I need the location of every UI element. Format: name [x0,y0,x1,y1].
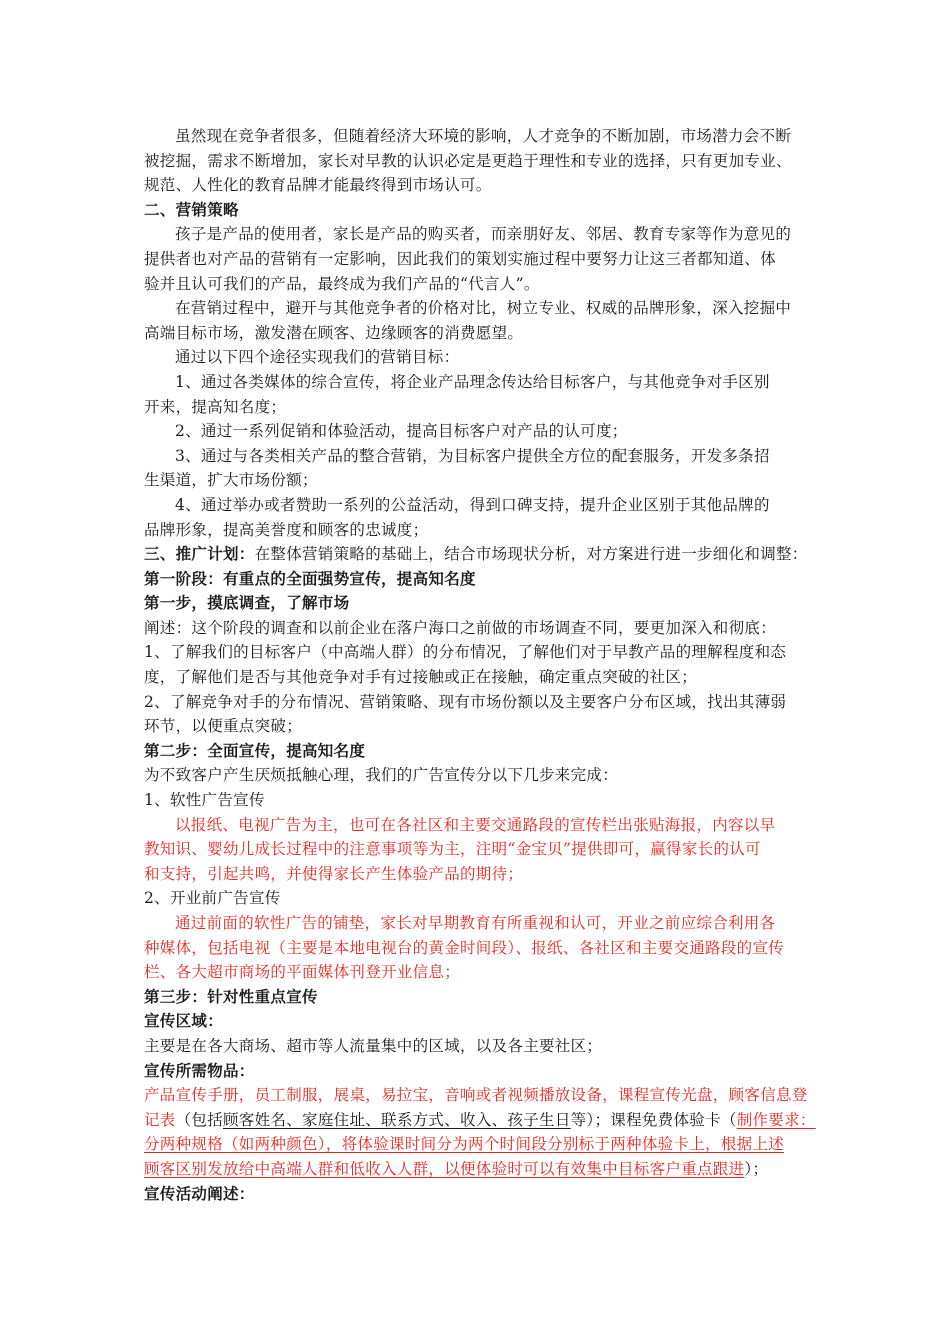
section-heading-marketing: 二、营销策略 [144,200,239,219]
list-item: 1、了解我们的目标客户（中高端人群）的分布情况，了解他们对于早教产品的理解程度和态 [144,643,787,662]
list-item: 2、了解竞争对手的分布情况、营销策略、现有市场份额以及主要客户分布区域，找出其薄弱 [144,692,787,711]
paragraph-line: 阐述：这个阶段的调查和以前企业在落户海口之前做的市场调查不同，要更加深入和彻底： [144,618,777,637]
highlight-line: 种媒体，包括电视（主要是本地电视台的黄金时间段）、报纸、各社区和主要交通路段的宣传 [144,938,785,957]
paragraph-line: 规范、人性化的教育品牌才能最终得到市场认可。 [144,176,492,195]
highlight-line: 以报纸、电视广告为主，也可在各社区和主要交通路段的宣传栏出张贴海报，内容以早 [175,815,776,834]
highlight-line: 通过前面的软性广告的铺垫，家长对早期教育有所重视和认可，开业之前应综合利用各 [175,914,776,932]
list-item-continued: 开来，提高知名度； [144,397,287,416]
field-label: 宣传所需物品： [144,1061,255,1080]
section-heading-promotion [144,542,808,567]
supplies-text: 等）；课程免费体验卡（ [570,1110,737,1129]
highlight-line: 和支持，引起共鸣，并使得家长产生体验产品的期待； [144,864,524,883]
supplies-text: （包括 [175,1110,224,1129]
list-item-continued: 度，了解他们是否与其他竞争对手有过接触或正在接触，确定重点突破的社区； [144,668,698,687]
supplies-red-underlined-text: 顾客区别发放给中高端人群和低收入人群，以便体验时可以有效集中目标客户重点跟进 [144,1159,745,1178]
paragraph-line: 通过以下四个途径实现我们的营销目标： [175,348,460,367]
supplies-text: ）； [744,1159,769,1178]
step-heading: 第一步，摸底调查，了解市场 [144,594,350,613]
field-label: 宣传活动阐述： [144,1184,255,1203]
supplies-line [144,1108,816,1133]
paragraph-line: 在营销过程中，避开与其他竞争者的价格对比，树立专业、权威的品牌形象，深入挖掘中 [175,299,792,318]
paragraph-line: 孩子是产品的使用者，家长是产品的购买者，而亲朋好友、邻居、教育专家等作为意见的 [175,225,792,244]
supplies-line [144,1157,808,1182]
paragraph-line: 为不致客户产生厌烦抵触心理，我们的广告宣传分以下几步来完成： [144,766,619,785]
paragraph-line: 被挖掘，需求不断增加，家长对早教的认识必定是更趋于理性和专业的选择，只有更加专业、 [144,151,792,170]
field-label: 宣传区域： [144,1012,224,1031]
list-item-continued: 品牌形象，提高美誉度和顾客的忠诚度； [144,520,429,539]
list-item: 3、通过与各类相关产品的整合营销，为目标客户提供全方位的配套服务，开发多条招 [175,446,770,465]
supplies-line: 分两种规格（如两种颜色），将体验课时间分为两个时间段分别标于两种体验卡上，根据上述 [144,1135,785,1154]
paragraph-line: 高端目标市场，激发潜在顾客、边缘顾客的消费愿望。 [144,323,524,342]
highlight-line: 栏、各大超市商场的平面媒体刊登开业信息； [144,963,461,982]
promotion-heading-label: 三、推广计划： [144,545,255,564]
list-item-continued: 环节，以便重点突破； [144,717,303,736]
subheading: 1、软性广告宣传 [144,791,265,810]
list-item: 4、通过举办或者赞助一系列的公益活动，得到口碑支持，提升企业区别于其他品牌的 [175,495,770,514]
paragraph-line: 验并且认可我们的产品，最终成为我们产品的“代言人”。 [144,274,540,293]
list-item: 2、通过一系列促销和体验活动，提高目标客户对产品的认可度； [175,422,628,441]
subheading: 2、开业前广告宣传 [144,889,281,908]
promotion-heading-text: 在整体营销策略的基础上，结合市场现状分析，对方案进行进一步细化和调整： [254,545,808,564]
supplies-line: 产品宣传手册，员工制服，展桌，易拉宝，音响或者视频播放设备，课程宣传光盘，顾客信息登 [144,1086,808,1105]
highlight-line: 教知识、婴幼儿成长过程中的注意事项等为主，注明“金宝贝”提供即可，赢得家长的认可 [144,840,761,859]
supplies-red-underlined-text: 制作要求： [736,1110,816,1129]
paragraph-line: 主要是在各大商场、超市等人流量集中的区域，以及各主要社区； [144,1036,603,1055]
stage-heading: 第一阶段：有重点的全面强势宣传，提高知名度 [144,569,476,588]
list-item-continued: 生渠道，扩大市场份额； [144,471,318,490]
list-item: 1、通过各类媒体的综合宣传，将企业产品理念传达给目标客户，与其他竞争对手区别 [175,372,770,391]
paragraph-line: 虽然现在竞争者很多，但随着经济大环境的影响，人才竞争的不断加剧，市场潜力会不断 [175,127,792,145]
supplies-red-text: 记表 [144,1110,176,1129]
document-body [144,124,816,1206]
step-heading: 第三步：针对性重点宣传 [144,987,318,1006]
step-heading: 第二步：全面宣传，提高知名度 [144,741,366,760]
paragraph-line: 提供者也对产品的营销有一定影响，因此我们的策划实施过程中要努力让这三者都知道、体 [144,249,777,268]
supplies-underlined-text: 顾客姓名、家庭住址、联系方式、收入、孩子生日 [223,1110,571,1129]
